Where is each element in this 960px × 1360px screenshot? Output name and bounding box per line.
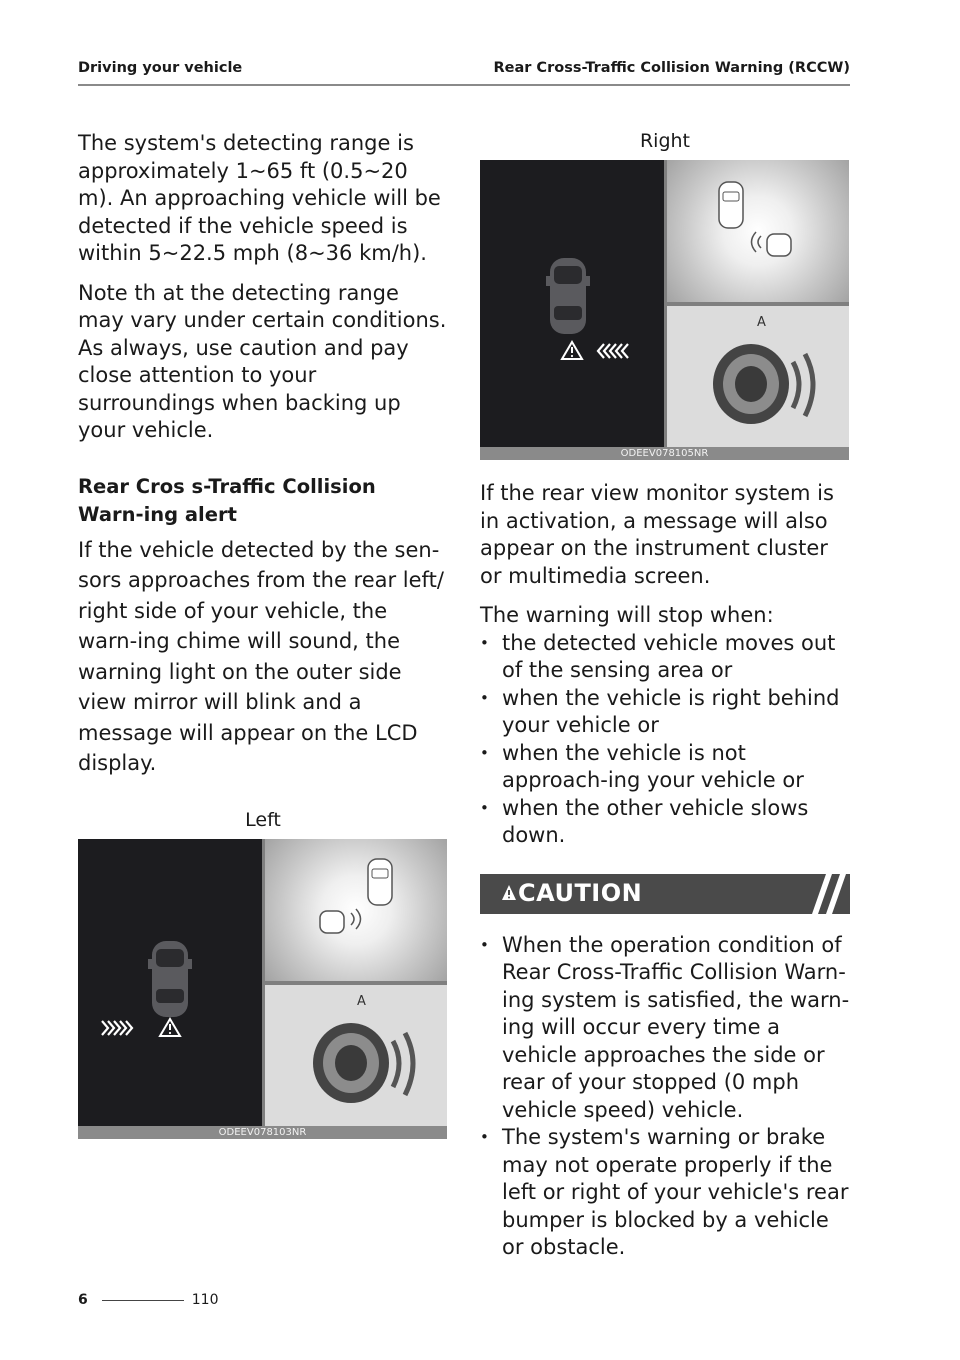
detecting-range-paragraph: The system's detecting range is approximately 1~65 ft (0.5~20 m). An approaching vehicle will be detected if the vehicle speed is within 5~22.5 mph (8~36 km/h). [78,131,441,265]
list-item: • when the vehicle is right behind your vehicle or [480,685,850,740]
chime-speaker-panel [667,306,849,448]
warning-stop-intro: The warning will stop when: [480,603,774,627]
alert-description-paragraph: If the vehicle detected by the sen-sors approaches from the rear left/ right side of your vehicle, the warn-ing chime will sound, the warning light on the outer side view mirror will blink and a message will appear on the LCD display. [78,537,444,775]
left-column [78,130,448,1139]
right-figure-label: Right [639,130,691,152]
left-figure [78,839,447,1139]
figure-code: ODEEV078103NR [78,1126,447,1139]
page-footer [78,1292,218,1308]
range-note-paragraph: Note th at the detecting range may vary under certain conditions. As always, use caution and pay close attention to your surroundings when backing up your vehicle. [78,280,447,442]
cluster-display-panel [78,839,262,1127]
list-item: • The system's warning or brake may not operate properly if the left or right of your vehicle's rear bumper is blocked by a vehicle or obstacle. [480,1124,850,1262]
caution-title: CAUTION [518,878,643,907]
running-header-section: Rear Cross-Traffic Collision Warning (RCCW) [493,60,850,76]
rear-view-monitor-paragraph: If the rear view monitor system is in activation, a message will also appear on the instrument cluster or multimedia screen. [480,481,834,588]
left-figure-label: Left [245,808,281,831]
running-header-chapter: Driving your vehicle [78,60,243,76]
alert-section-title: Rear Cros s-Traffic Collision Warn-ing alert [78,474,376,526]
caution-list [480,932,850,1262]
list-item: • when the vehicle is not approach-ing your vehicle or [480,740,850,795]
detected-vehicles-icon [265,839,447,981]
caution-banner [480,874,850,914]
footer-rule [102,1300,184,1301]
right-column [480,130,850,1262]
cluster-display-panel [480,160,664,448]
caution-slash-icon [790,874,850,914]
list-item: • the detected vehicle moves out of the sensing area or [480,630,850,685]
side-mirror-detection-panel [265,839,447,981]
right-figure [480,160,849,460]
detected-vehicles-icon [667,160,849,302]
list-item: • when the other vehicle slows down. [480,795,850,850]
side-mirror-detection-panel [667,160,849,302]
warning-triangle-icon [78,839,262,1127]
callout-a-label: A [757,315,766,330]
figure-code: ODEEV078105NR [480,447,849,460]
speaker-chime-icon [667,306,849,448]
speaker-chime-icon [265,985,447,1127]
chime-speaker-panel [265,985,447,1127]
page-number: 110 [191,1292,219,1308]
callout-a-label: A [357,993,366,1009]
chapter-number: 6 [78,1292,88,1308]
warning-stop-list [480,630,850,850]
right-approach-arrows-icon [480,160,664,448]
caution-triangle-icon [502,885,516,901]
list-item: • When the operation condition of Rear Cross-Traffic Collision Warn-ing system is satisfied, the warn-ing will occur every time a vehicle approaches the side or rear of your stopped (0 mph vehicle speed) vehicle. [480,932,850,1125]
header-divider [78,84,850,86]
